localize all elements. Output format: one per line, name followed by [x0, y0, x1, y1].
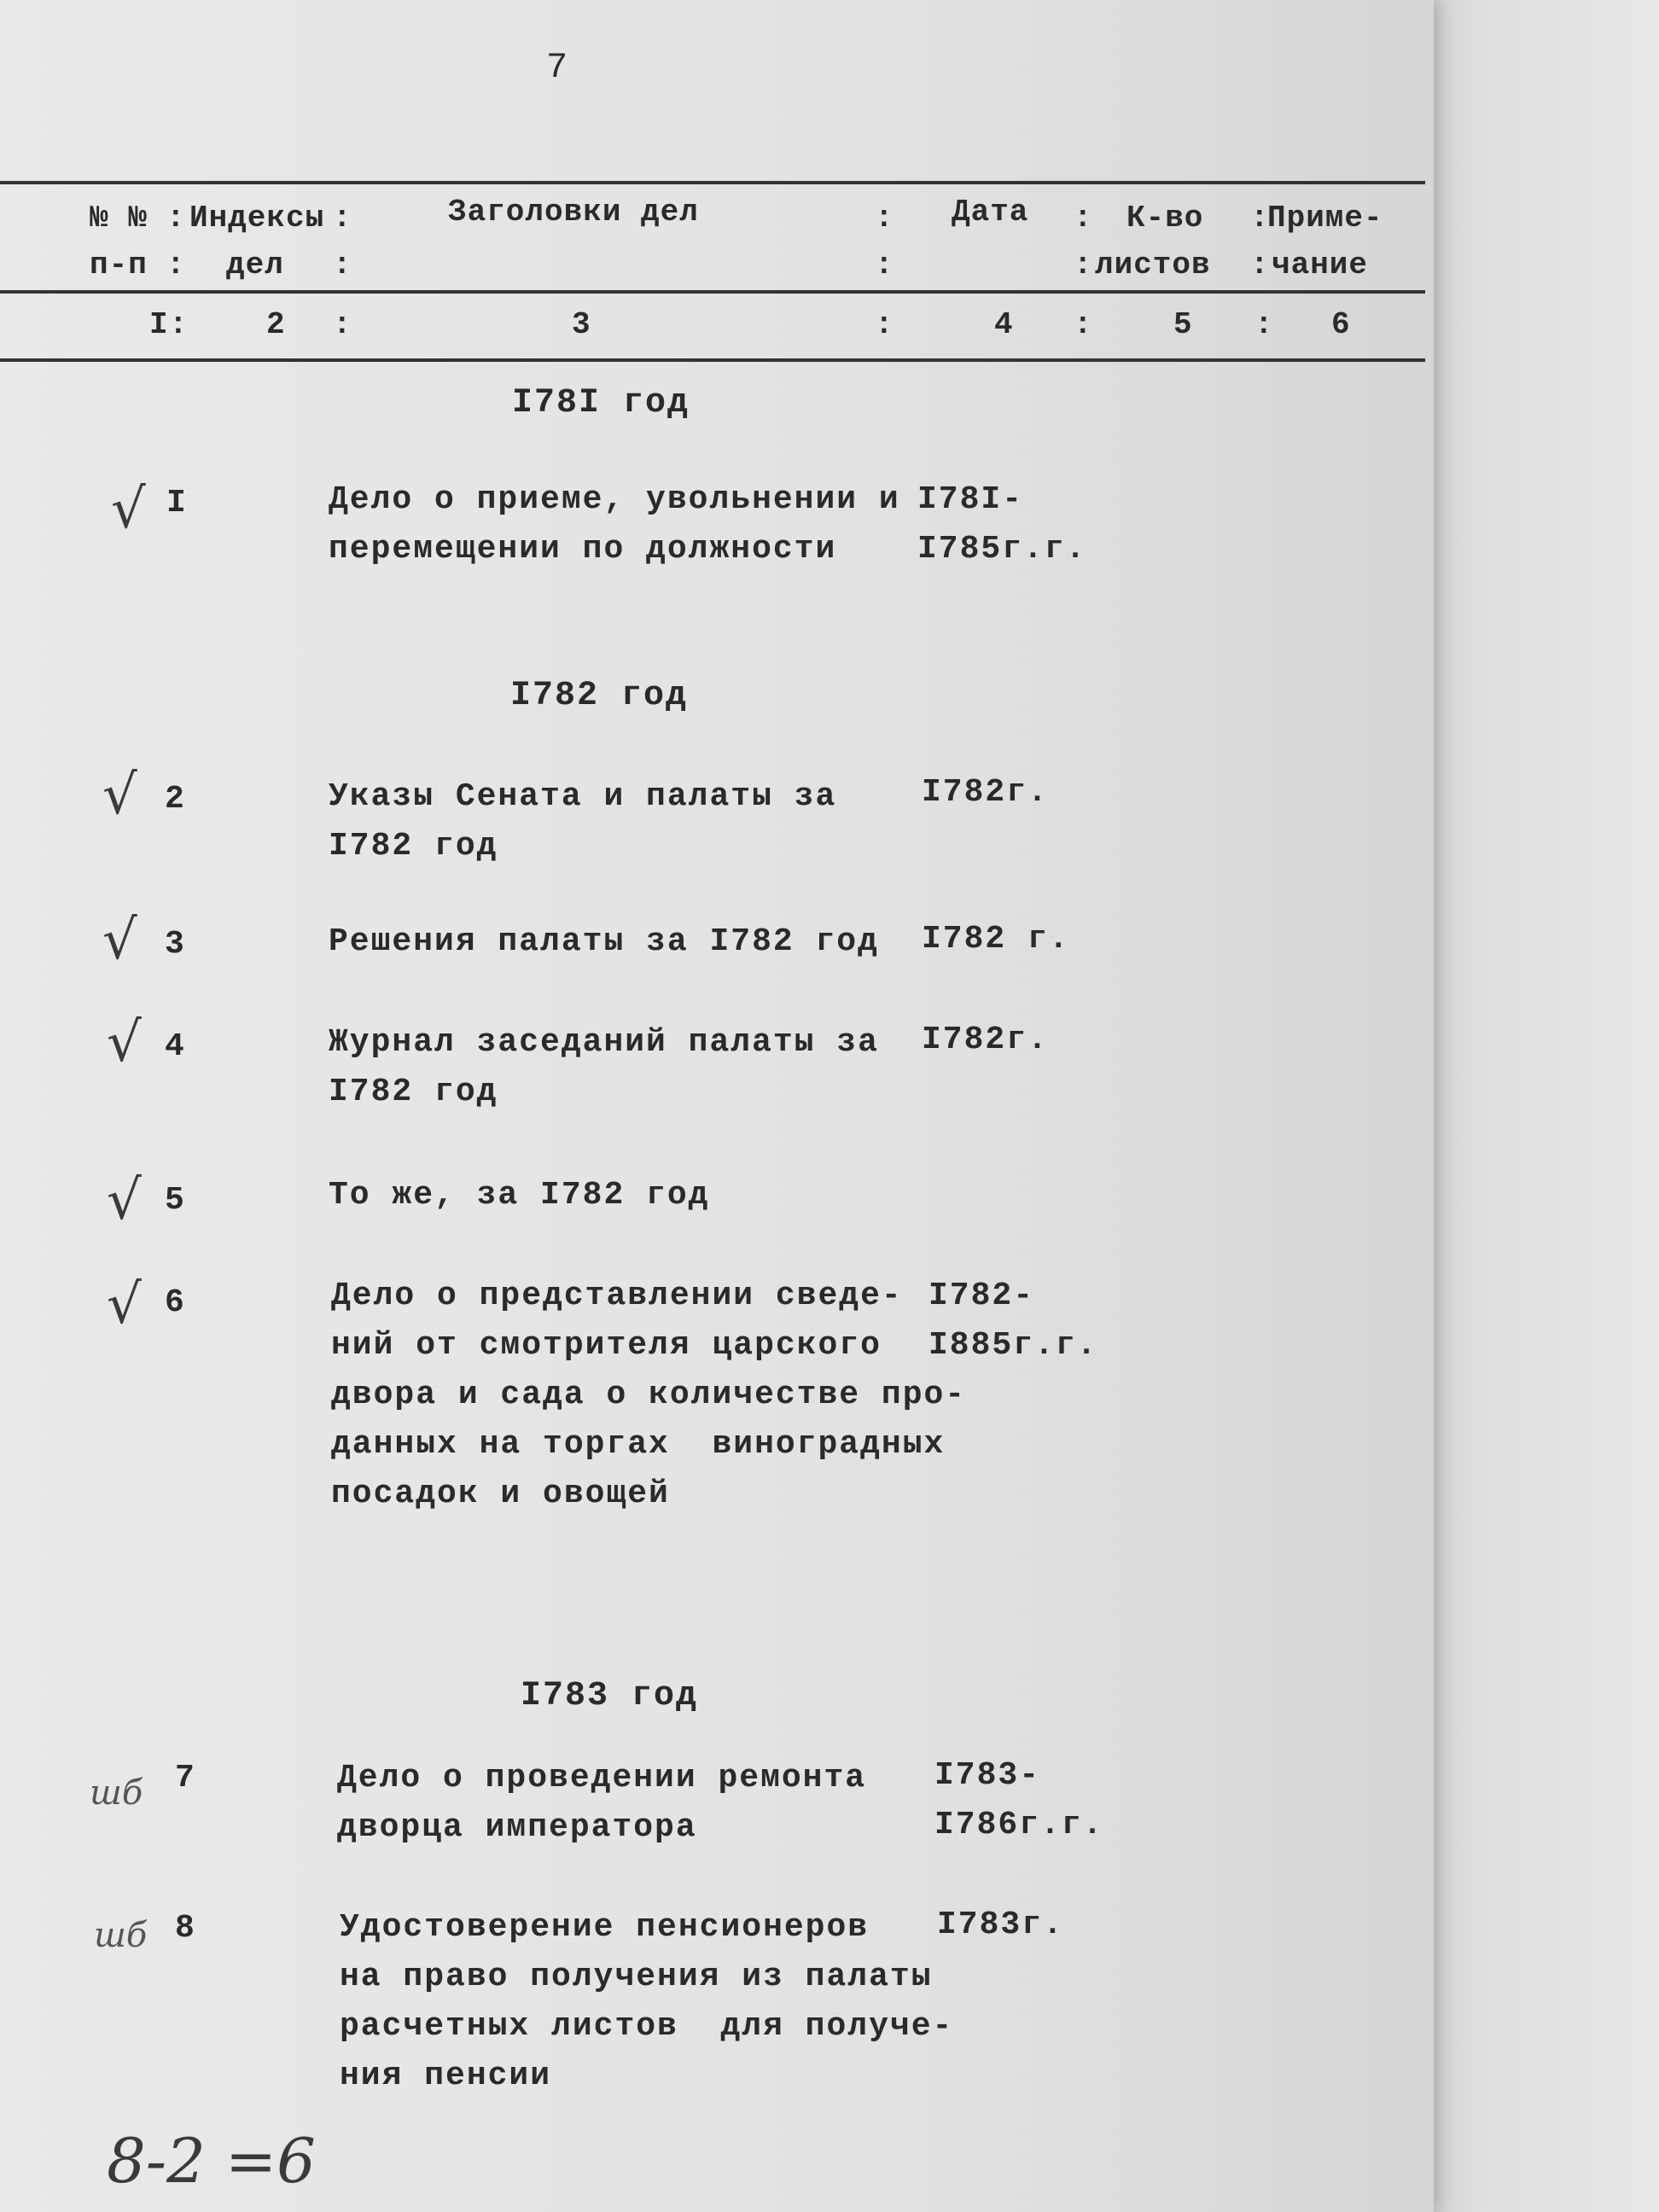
header-mid-rule	[0, 290, 1425, 294]
header-sep: :	[333, 307, 352, 342]
row-number-7: 7	[175, 1760, 195, 1796]
col-num-5: 5	[1173, 307, 1193, 342]
row-title-2: Указы Сената и палаты за I782 год	[329, 778, 837, 864]
row-title-5: То же, за I782 год	[329, 1177, 710, 1214]
col2-header-line1: Индексы	[189, 201, 325, 236]
col1-header-line2: п-п	[90, 247, 148, 282]
page-number: 7	[546, 47, 568, 88]
header-top-rule	[0, 181, 1425, 184]
header-bottom-rule	[0, 358, 1425, 362]
header-sep: :	[166, 201, 186, 236]
col-num-2: 2	[266, 307, 286, 342]
header-sep: :	[1074, 307, 1093, 342]
row-date-2: I782г.	[922, 774, 1049, 811]
row-number-1: I	[166, 485, 186, 521]
header-sep: :	[875, 201, 894, 236]
row-number-5: 5	[165, 1182, 184, 1219]
row-number-6: 6	[165, 1284, 184, 1321]
header-sep: :	[875, 307, 894, 342]
handwritten-mark-7: шб	[90, 1773, 143, 1813]
check-mark-2: √	[102, 764, 137, 827]
header-sep: :	[875, 247, 894, 282]
row-number-3: 3	[165, 926, 184, 963]
col5-header-line2: листов	[1095, 247, 1211, 282]
header-sep: :	[1074, 247, 1093, 282]
col3-header: Заголовки дел	[448, 195, 699, 230]
check-mark-6: √	[107, 1273, 142, 1336]
row-date-8: I783г.	[937, 1906, 1064, 1943]
col5-header-line1: К-во	[1126, 201, 1204, 236]
underlying-sheet	[1400, 0, 1659, 2212]
year-heading-1783: I783 год	[521, 1677, 699, 1715]
col6-header-line1: Приме-	[1267, 201, 1383, 236]
row-number-8: 8	[175, 1910, 195, 1947]
col4-header: Дата	[952, 195, 1029, 230]
year-heading-1782: I782 год	[510, 677, 689, 715]
check-mark-1: √	[111, 478, 146, 541]
year-heading-1781: I78I год	[512, 384, 690, 422]
col-num-1: I	[149, 307, 169, 342]
row-date-7: I783- I786г.г.	[934, 1757, 1104, 1843]
header-sep: :	[333, 247, 352, 282]
col-num-6: 6	[1331, 307, 1351, 342]
header-sep: :	[166, 247, 186, 282]
row-title-6: Дело о представлении сведе- ний от смотрителя царского двора и сада о количестве про- данных на торгах виноградных посадок и овощей	[331, 1278, 967, 1512]
check-mark-5: √	[107, 1169, 142, 1232]
row-date-4: I782г.	[922, 1022, 1049, 1058]
header-sep: :	[1250, 247, 1270, 282]
col-num-4: 4	[994, 307, 1014, 342]
header-sep: :	[333, 201, 352, 236]
row-title-1: Дело о приеме, увольнении и перемещении по должности	[329, 481, 900, 568]
row-number-4: 4	[165, 1028, 184, 1065]
check-mark-3: √	[102, 909, 137, 972]
row-title-7: Дело о проведении ремонта дворца императора	[337, 1760, 867, 1846]
row-date-1: I78I- I785г.г.	[917, 481, 1087, 568]
handwritten-total: 8-2 =6	[107, 2125, 316, 2197]
col6-header-line2: чание	[1272, 247, 1369, 282]
row-title-8: Удостоверение пенсионеров на право получения из палаты расчетных листов для получе- ния пенсии	[340, 1909, 954, 2094]
row-date-6: I782- I885г.г.	[928, 1278, 1098, 1364]
row-date-3: I782 г.	[922, 921, 1070, 958]
col1-header-line1: № №	[90, 201, 148, 236]
header-sep: :	[1074, 201, 1093, 236]
row-title-3: Решения палаты за I782 год	[329, 923, 879, 960]
header-sep: :	[1250, 201, 1270, 236]
col-num-3: 3	[572, 307, 591, 342]
header-sep: :	[1254, 307, 1274, 342]
header-sep: :	[169, 307, 189, 342]
check-mark-4: √	[107, 1011, 142, 1074]
row-number-2: 2	[165, 781, 184, 818]
handwritten-mark-8: шб	[94, 1916, 148, 1955]
col2-header-line2: дел	[226, 247, 284, 282]
row-title-4: Журнал заседаний палаты за I782 год	[329, 1024, 879, 1110]
